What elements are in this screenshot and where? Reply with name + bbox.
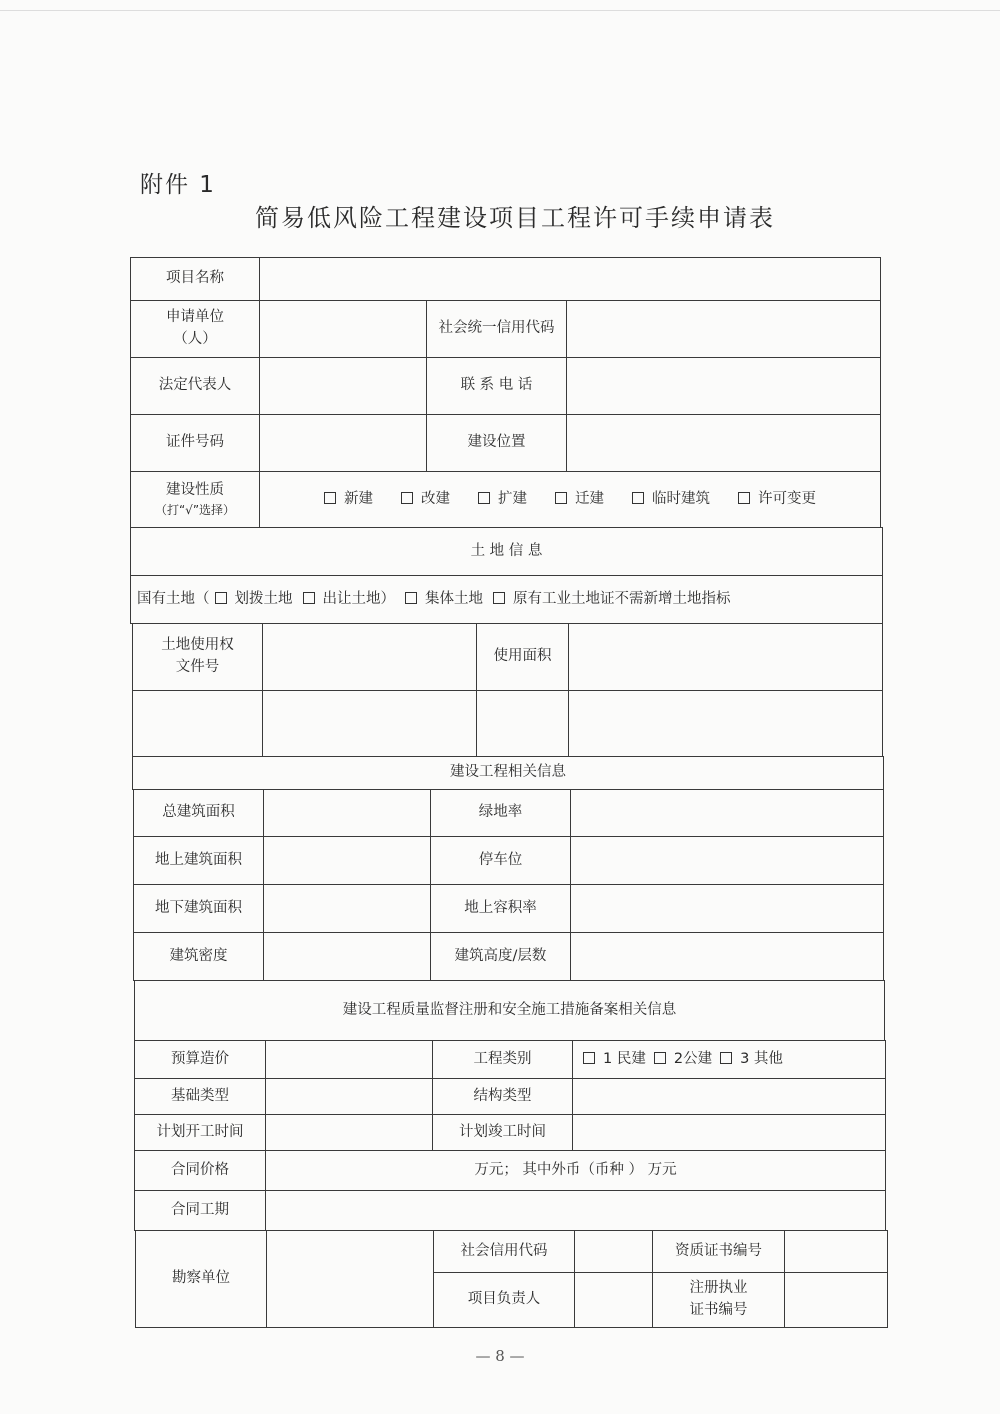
option-label: 出让土地）: [322, 590, 395, 607]
scan-edge: [0, 10, 1000, 11]
field-location[interactable]: [566, 414, 881, 472]
field-start-time[interactable]: [265, 1114, 433, 1151]
field-finish-time[interactable]: [572, 1114, 886, 1151]
label-far: 地上容积率: [430, 884, 571, 933]
option-label: 扩建: [498, 490, 527, 507]
label-start-time: 计划开工时间: [134, 1114, 266, 1151]
field-contract-price[interactable]: 万元； 其中外币（币种 ） 万元: [265, 1150, 886, 1191]
checkbox-icon[interactable]: [632, 492, 644, 504]
option-item[interactable]: [738, 489, 816, 511]
label-project-manager: 项目负责人: [433, 1272, 575, 1328]
field-total-area[interactable]: [263, 789, 431, 837]
label-density: 建筑密度: [133, 932, 264, 981]
option-item[interactable]: [401, 489, 450, 511]
option-label: 原有工业土地证不需新增土地指标: [513, 590, 731, 607]
option-list: [310, 489, 830, 511]
field-height[interactable]: [570, 932, 884, 981]
field-id-number[interactable]: [259, 414, 427, 472]
label-social-code: 社会信用代码: [433, 1230, 575, 1273]
field-above-area[interactable]: [263, 836, 431, 885]
label-contract-price: 合同价格: [134, 1150, 266, 1191]
checkbox-icon[interactable]: [583, 1052, 595, 1064]
option-item[interactable]: [303, 589, 396, 611]
nature-hint: （打“√”选择）: [154, 503, 236, 518]
field-legal-rep[interactable]: [259, 357, 427, 415]
label-legal-rep: 法定代表人: [130, 357, 260, 415]
checkbox-icon[interactable]: [493, 592, 505, 604]
field-phone[interactable]: [566, 357, 881, 415]
label-green-rate: 绿地率: [430, 789, 571, 837]
section-quality-info: 建设工程质量监督注册和安全施工措施备案相关信息: [134, 980, 885, 1041]
page-number: — 8 —: [475, 1347, 525, 1365]
label-land-doc-no: 土地使用权 文件号: [132, 623, 263, 691]
checkbox-icon[interactable]: [405, 592, 417, 604]
label-survey-unit: 勘察单位: [135, 1230, 267, 1328]
label-total-area: 总建筑面积: [133, 789, 264, 837]
field-land-extra-1[interactable]: [132, 690, 263, 757]
option-item[interactable]: [632, 489, 710, 511]
label-construction-nature: [130, 471, 260, 528]
label-foundation: 基础类型: [134, 1078, 266, 1115]
checkbox-icon[interactable]: [720, 1052, 732, 1064]
option-label: 1 民建: [603, 1050, 646, 1067]
option-label: 新建: [344, 490, 373, 507]
field-land-extra-3[interactable]: [476, 690, 569, 757]
field-foundation[interactable]: [265, 1078, 433, 1115]
field-far[interactable]: [570, 884, 884, 933]
option-item[interactable]: [215, 589, 293, 611]
option-label: 改建: [421, 490, 450, 507]
field-qual-cert[interactable]: [784, 1230, 888, 1273]
label-project-name: 项目名称: [130, 257, 260, 301]
section-land-info: 土 地 信 息: [130, 527, 883, 576]
option-label: 2公建: [673, 1050, 713, 1067]
section-project-info: 建设工程相关信息: [132, 756, 884, 790]
option-item[interactable]: [493, 589, 731, 611]
checkbox-icon[interactable]: [303, 592, 315, 604]
field-contract-period[interactable]: [265, 1190, 886, 1231]
category-options: [572, 1040, 886, 1079]
label-above-area: 地上建筑面积: [133, 836, 264, 885]
option-label: 划拨土地: [234, 590, 293, 607]
checkbox-icon[interactable]: [478, 492, 490, 504]
attachment-label: 附件 1: [140, 172, 216, 198]
nature-label: 建设性质: [166, 481, 224, 498]
label-location: 建设位置: [426, 414, 567, 472]
option-label: 迁建: [575, 490, 604, 507]
form-title: 简易低风险工程建设项目工程许可手续申请表: [255, 204, 775, 232]
checkbox-icon[interactable]: [738, 492, 750, 504]
field-green-rate[interactable]: [570, 789, 884, 837]
label-contract-period: 合同工期: [134, 1190, 266, 1231]
label-applicant-unit: 申请单位 （人）: [130, 300, 260, 358]
field-reg-cert[interactable]: [784, 1272, 888, 1328]
field-applicant-unit[interactable]: [259, 300, 427, 358]
checkbox-icon[interactable]: [324, 492, 336, 504]
option-item[interactable]: [405, 589, 483, 611]
label-finish-time: 计划竣工时间: [432, 1114, 573, 1151]
label-phone: 联 系 电 话: [426, 357, 567, 415]
field-project-name[interactable]: [259, 257, 881, 301]
option-list: [579, 1049, 787, 1071]
option-label: 临时建筑: [652, 490, 710, 507]
label-credit-code: 社会统一信用代码: [426, 300, 567, 358]
label-parking: 停车位: [430, 836, 571, 885]
checkbox-icon[interactable]: [215, 592, 227, 604]
field-land-extra-2[interactable]: [262, 690, 477, 757]
land-type-options: [130, 575, 883, 624]
option-item[interactable]: [654, 1049, 712, 1071]
option-label: 许可变更: [758, 490, 816, 507]
label-category: 工程类别: [432, 1040, 573, 1079]
option-item[interactable]: [324, 489, 373, 511]
field-structure[interactable]: [572, 1078, 886, 1115]
label-id-number: 证件号码: [130, 414, 260, 472]
field-social-code[interactable]: [574, 1230, 653, 1273]
field-density[interactable]: [263, 932, 431, 981]
field-land-doc-no[interactable]: [262, 623, 477, 691]
field-survey-unit[interactable]: [266, 1230, 434, 1328]
field-land-area[interactable]: [568, 623, 883, 691]
label-reg-cert: 注册执业 证书编号: [652, 1272, 785, 1328]
field-project-manager[interactable]: [574, 1272, 653, 1328]
land-type-prefix: 国有土地（: [137, 590, 210, 607]
label-land-area: 使用面积: [476, 623, 569, 691]
field-credit-code[interactable]: [566, 300, 881, 358]
option-item[interactable]: [555, 489, 604, 511]
field-under-area[interactable]: [263, 884, 431, 933]
option-label: 集体土地: [425, 590, 483, 607]
field-budget[interactable]: [265, 1040, 433, 1079]
label-structure: 结构类型: [432, 1078, 573, 1115]
label-budget: 预算造价: [134, 1040, 266, 1079]
construction-nature-options: [259, 471, 881, 528]
option-list: [137, 589, 736, 611]
field-land-extra-4[interactable]: [568, 690, 883, 757]
label-qual-cert: 资质证书编号: [652, 1230, 785, 1273]
option-item[interactable]: [720, 1049, 783, 1071]
field-parking[interactable]: [570, 836, 884, 885]
checkbox-icon[interactable]: [555, 492, 567, 504]
option-label: 3 其他: [740, 1050, 783, 1067]
label-height: 建筑高度/层数: [430, 932, 571, 981]
checkbox-icon[interactable]: [401, 492, 413, 504]
label-under-area: 地下建筑面积: [133, 884, 264, 933]
option-item[interactable]: [478, 489, 527, 511]
checkbox-icon[interactable]: [654, 1052, 666, 1064]
option-item[interactable]: [583, 1049, 646, 1071]
